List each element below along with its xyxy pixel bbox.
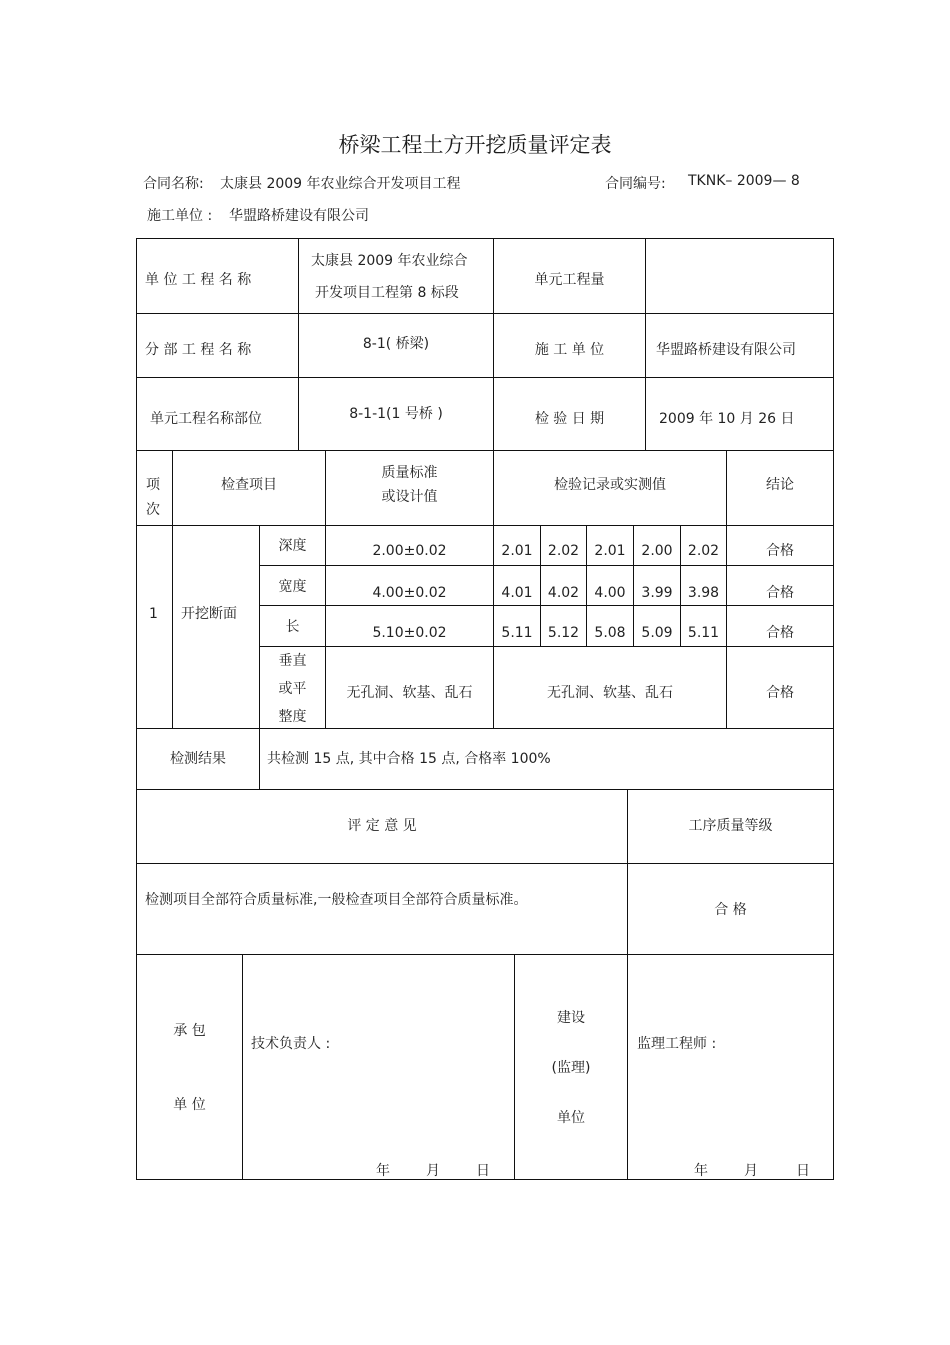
row-value: 4.00: [594, 585, 626, 601]
grade-label: 工序质量等级: [688, 818, 773, 834]
row-result: 合格: [766, 585, 794, 601]
row-value: 5.11: [501, 625, 533, 641]
element-part-label: 单元工程名称部位: [150, 411, 262, 427]
row-name-line2: 或平: [278, 681, 307, 697]
row-standard: 5.10±0.02: [372, 625, 447, 641]
row-name-line1: 垂直: [278, 653, 307, 669]
page-title: 桥梁工程土方开挖质量评定表: [338, 133, 612, 157]
sub-project-value: 8-1( 桥梁): [362, 336, 430, 352]
contractor-label-line2: 单 位: [173, 1097, 206, 1113]
standard-header-2: 或设计值: [381, 489, 438, 505]
sub-project-label: 分 部 工 程 名 称: [145, 342, 252, 358]
inspection-date-label: 检 验 日 期: [534, 411, 605, 427]
element-part-value: 8-1-1(1 号桥 ): [349, 406, 443, 422]
supervisor-date-day: 日: [796, 1163, 810, 1179]
row-value: 5.08: [594, 625, 626, 641]
group-name: 开挖断面: [181, 606, 237, 622]
row-value: 4.02: [547, 585, 580, 601]
row-value: 5.11: [687, 625, 720, 641]
unit-project-label: 单 位 工 程 名 称: [145, 272, 252, 288]
row-value: 4.01: [501, 585, 533, 601]
row-value: 5.12: [547, 625, 580, 641]
owner-label-line2: (监理): [551, 1060, 591, 1076]
row-result: 合格: [766, 543, 794, 559]
check-item-header: 检查项目: [221, 477, 277, 493]
contractor-date-day: 日: [476, 1163, 490, 1179]
row-standard: 无孔洞、软基、乱石: [346, 685, 473, 701]
summary-value: 共检测 15 点, 其中合格 15 点, 合格率 100%: [267, 751, 551, 767]
row-standard: 2.00±0.02: [372, 543, 447, 559]
contract-name-label: 合同名称:: [143, 176, 204, 192]
inspection-date-value: 2009 年 10 月 26 日: [659, 411, 795, 427]
builder-label: 施工单位 :: [147, 208, 213, 224]
construction-unit-label: 施 工 单 位: [534, 342, 605, 358]
standard-header-1: 质量标准: [381, 465, 438, 481]
row-standard: 4.00±0.02: [372, 585, 447, 601]
contract-no-value: TKNK– 2009— 8: [688, 173, 800, 189]
unit-project-value-line2: 开发项目工程第 8 标段: [315, 285, 459, 301]
owner-label-line3: 单位: [557, 1110, 585, 1126]
row-result: 合格: [766, 685, 794, 701]
row-value: 3.98: [687, 585, 720, 601]
row-value: 2.02: [687, 543, 720, 559]
row-value: 2.00: [641, 543, 673, 559]
contractor-date-month: 月: [426, 1163, 440, 1179]
row-value: 5.09: [641, 625, 673, 641]
row-value: 3.99: [641, 585, 673, 601]
row-name: 宽度: [278, 579, 307, 595]
contract-no-label: 合同编号:: [605, 176, 666, 192]
summary-label: 检测结果: [170, 751, 226, 767]
item-no-header-2: 次: [146, 502, 160, 518]
element-qty-label: 单元工程量: [534, 272, 605, 288]
supervisor-date-year: 年: [694, 1163, 708, 1179]
row-value: 2.01: [501, 543, 533, 559]
contract-name-value: 太康县 2009 年农业综合开发项目工程: [220, 176, 461, 192]
tech-lead-label: 技术负责人 :: [251, 1036, 331, 1052]
owner-label-line1: 建设: [557, 1010, 585, 1026]
row-name: 深度: [278, 538, 307, 554]
row-value: 2.02: [547, 543, 580, 559]
grade-value: 合 格: [714, 902, 747, 918]
row-value: 2.01: [594, 543, 626, 559]
item-no-header-1: 项: [146, 477, 160, 493]
supervisor-date-month: 月: [744, 1163, 758, 1179]
row-record: 无孔洞、软基、乱石: [547, 685, 673, 701]
construction-unit-value: 华盟路桥建设有限公司: [656, 342, 796, 358]
row-name: 长: [285, 619, 300, 635]
row-name-line3: 整度: [278, 709, 307, 725]
row-result: 合格: [766, 625, 794, 641]
contractor-date-year: 年: [376, 1163, 390, 1179]
builder-value: 华盟路桥建设有限公司: [229, 208, 369, 224]
records-header: 检验记录或实测值: [554, 477, 666, 493]
contractor-label-line1: 承 包: [173, 1023, 206, 1039]
supervisor-label: 监理工程师 :: [637, 1036, 717, 1052]
conclusion-header: 结论: [766, 477, 794, 493]
unit-project-value-line1: 太康县 2009 年农业综合: [311, 253, 468, 269]
opinion-value: 检测项目全部符合质量标准,一般检查项目全部符合质量标准。: [145, 892, 528, 908]
item-no: 1: [149, 606, 158, 622]
opinion-label: 评 定 意 见: [347, 818, 417, 834]
